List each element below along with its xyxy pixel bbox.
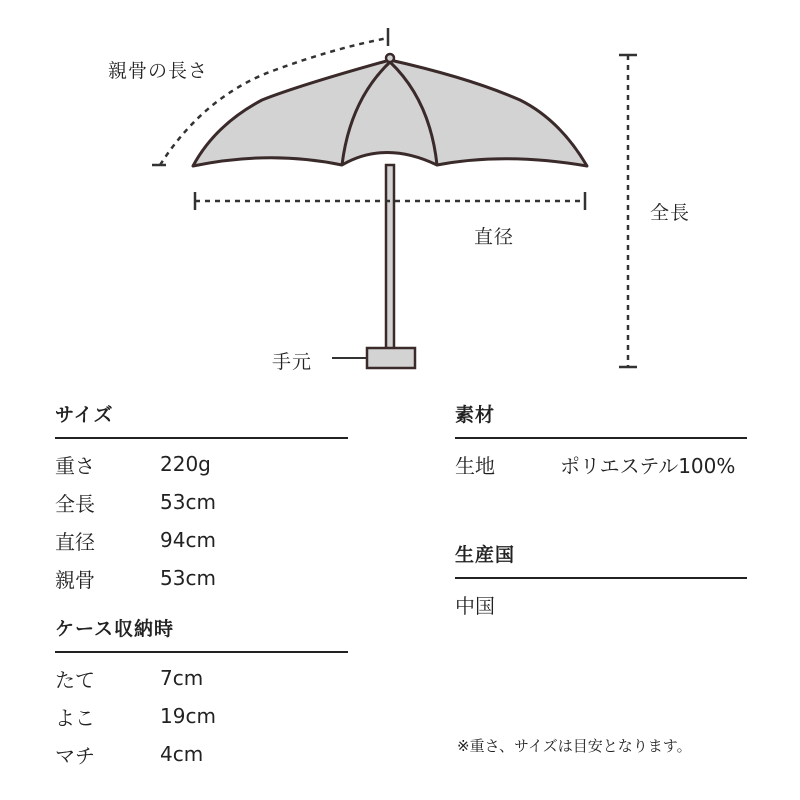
material-section-title: 素材 [455, 400, 747, 439]
origin-section-title: 生産国 [455, 540, 747, 579]
case-section-title: ケース収納時 [55, 614, 348, 653]
size-row-diameter [55, 521, 348, 559]
case-row-depth [55, 735, 348, 773]
umbrella-handle [367, 348, 415, 368]
size-row-value: 220g [160, 452, 211, 476]
case-row-label: マチ [55, 743, 95, 768]
case-row-label: たて [55, 667, 95, 692]
size-row-label: 重さ [55, 453, 95, 478]
handle-label: 手元 [272, 351, 313, 373]
material-row-label: 生地 [455, 453, 495, 478]
case-row-value: 19cm [160, 704, 216, 728]
size-row-value: 53cm [160, 490, 216, 514]
size-section [55, 400, 348, 597]
case-row-value: 7cm [160, 666, 204, 690]
size-row-weight [55, 445, 348, 483]
material-row-fabric [455, 445, 747, 483]
umbrella-tip [386, 54, 394, 62]
size-row-label: 直径 [55, 529, 95, 554]
umbrella-shaft [386, 165, 394, 350]
size-row-label: 親骨 [55, 567, 95, 592]
size-section-title: サイズ [55, 400, 348, 439]
total-length-label: 全長 [650, 202, 691, 224]
size-row-value: 94cm [160, 528, 216, 552]
size-row-length [55, 483, 348, 521]
material-section [455, 400, 747, 483]
case-row-height [55, 659, 348, 697]
size-row-label: 全長 [55, 491, 95, 516]
case-row-width [55, 697, 348, 735]
diameter-label: 直径 [474, 226, 515, 248]
size-row-rib [55, 559, 348, 597]
origin-row [455, 585, 747, 623]
origin-value: 中国 [455, 593, 495, 618]
footnote: ※重さ、サイズは目安となります。 [457, 737, 692, 755]
umbrella-canopy [193, 60, 587, 166]
origin-section [455, 540, 747, 623]
size-row-value: 53cm [160, 566, 216, 590]
case-section [55, 614, 348, 773]
case-row-label: よこ [55, 705, 95, 730]
case-row-value: 4cm [160, 742, 204, 766]
rib-length-label: 親骨の長さ [108, 60, 209, 82]
material-row-value: ポリエステル100% [560, 453, 736, 478]
